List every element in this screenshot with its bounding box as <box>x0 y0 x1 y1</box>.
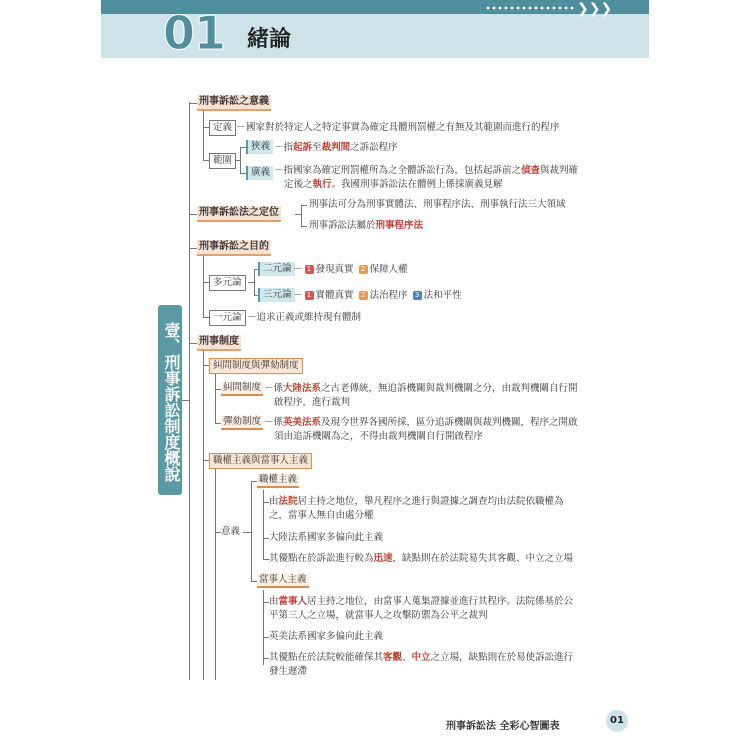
inquisitorial-label: 糾問制度 <box>221 382 263 396</box>
triple-theory-items: － 1 實體真實 2 法治程序 3 法和平性 <box>293 290 462 301</box>
branch-line <box>301 205 307 206</box>
branch-line <box>189 248 197 249</box>
branch-line <box>189 103 197 104</box>
meaning-label: 意義 <box>221 526 241 537</box>
chapter-title: 緒論 <box>247 27 292 52</box>
inquisitorial-accusatorial-title: 糾問制度與彈劾制度 <box>209 358 303 374</box>
accusatorial-text: －係英美法系及現今世界各國所採，區分追訴機關與裁判機關，程序之開啟 須由追訴機關為之，不得由裁判機關自行開啟程序 <box>264 417 578 442</box>
dual-theory-label: 二元論 <box>258 262 295 276</box>
multi-theory-label: 多元論 <box>209 275 246 291</box>
triple-theory-label: 三元論 <box>258 288 295 302</box>
mono-theory-label: 一元論 <box>209 310 246 326</box>
mono-theory-text: －追求正義或維持現有體制 <box>247 312 362 323</box>
main-trunk-line <box>189 102 190 680</box>
position-line-2: 刑事訴訟法屬於刑事程序法 <box>309 220 424 231</box>
dual-theory-items: － 1 發現真實 2 保障人權 <box>293 264 408 275</box>
section-title-position: 刑事訴訟法之定位 <box>197 206 281 222</box>
chevron-right-icon: ❯❯❯ <box>577 1 613 17</box>
authority-principle-label: 職權主義 <box>257 474 299 488</box>
branch-line <box>243 532 251 533</box>
branch-line <box>215 374 216 424</box>
branch-line <box>203 111 204 161</box>
branch-line <box>295 214 301 215</box>
branch-line <box>189 214 197 215</box>
section-title-purpose: 刑事訴訟之目的 <box>197 240 271 256</box>
authority-point-2: 大陸法系國家多偏向此主義 <box>269 532 384 543</box>
definition-text: 國家對於特定人之特定事實為確定具體刑罰權之有無及其範圍而進行的程序 <box>246 122 560 133</box>
header-dots <box>485 6 575 10</box>
adversarial-point-1: 由當事人居主持之地位，由當事人蒐集證據並進行其程序。法院係基於公 平第三人之立場，就當事人之攻擊防禦為公平之裁判 <box>269 596 574 621</box>
branch-line <box>236 160 240 161</box>
branch-line <box>301 205 302 226</box>
dash: － <box>236 122 246 133</box>
trunk-connector <box>182 400 190 401</box>
accusatorial-label: 彈劾制度 <box>221 416 263 430</box>
branch-line <box>203 351 204 680</box>
branch-line <box>189 343 197 344</box>
chapter-header <box>101 0 649 58</box>
narrow-sense-label: 狹義 <box>246 140 273 154</box>
adversarial-point-2: 英美法系國家多偏向此主義 <box>269 631 384 642</box>
branch-line <box>251 481 252 581</box>
scope-label: 範圍 <box>209 153 236 169</box>
broad-sense-text: －指國家為確定刑罰權所為之全體訴訟行為，包括起訴前之偵查與裁判確 定後之執行。我國刑事訴訟法在體例上係採廣義見解 <box>274 165 579 190</box>
authority-party-title: 職權主義與當事人主義 <box>209 453 312 469</box>
position-line-1: 刑事法可分為刑事實體法、刑事程序法、刑事執行法三大領域 <box>309 199 566 210</box>
adversarial-principle-label: 當事人主義 <box>257 574 309 588</box>
adversarial-point-3: 其優點在於法院較能確保其客觀、中立之立場，缺點則在於易使訴訟進行 發生遲滯 <box>269 652 574 677</box>
side-title: 壹、刑事訴訟制度概說 <box>158 305 182 495</box>
branch-line <box>203 256 204 318</box>
section-title-meaning: 刑事訴訟之意義 <box>197 95 271 111</box>
narrow-sense-text: －指起訴至裁判間之訴訟程序 <box>274 142 398 153</box>
chapter-number: 01 <box>163 6 226 60</box>
authority-point-3: 其優點在於訴訟進行較為迅速，缺點則在於法院易失其客觀、中立之立場 <box>269 553 574 564</box>
branch-line <box>240 147 241 174</box>
branch-line <box>248 282 254 283</box>
inquisitorial-text: －係大陸法系之古老傳統，無追訴機關與裁判機關之分，由裁判機關自行開 啟程序，進行裁判 <box>264 383 578 408</box>
authority-point-1: 由法院居主持之地位，舉凡程序之進行與證據之調查均由法院依職權為 之，當事人無自由處分權 <box>269 496 564 521</box>
definition-label: 定義 <box>209 120 236 136</box>
branch-line <box>215 469 216 680</box>
broad-sense-label: 廣義 <box>246 166 273 180</box>
branch-line <box>254 269 255 295</box>
section-title-systems: 刑事制度 <box>197 335 241 351</box>
branch-line <box>301 226 307 227</box>
branch-line <box>263 490 264 560</box>
footer-book-title: 刑事訴訟法 全彩心智圖表 <box>446 721 560 732</box>
page-number: 01 <box>606 710 628 732</box>
